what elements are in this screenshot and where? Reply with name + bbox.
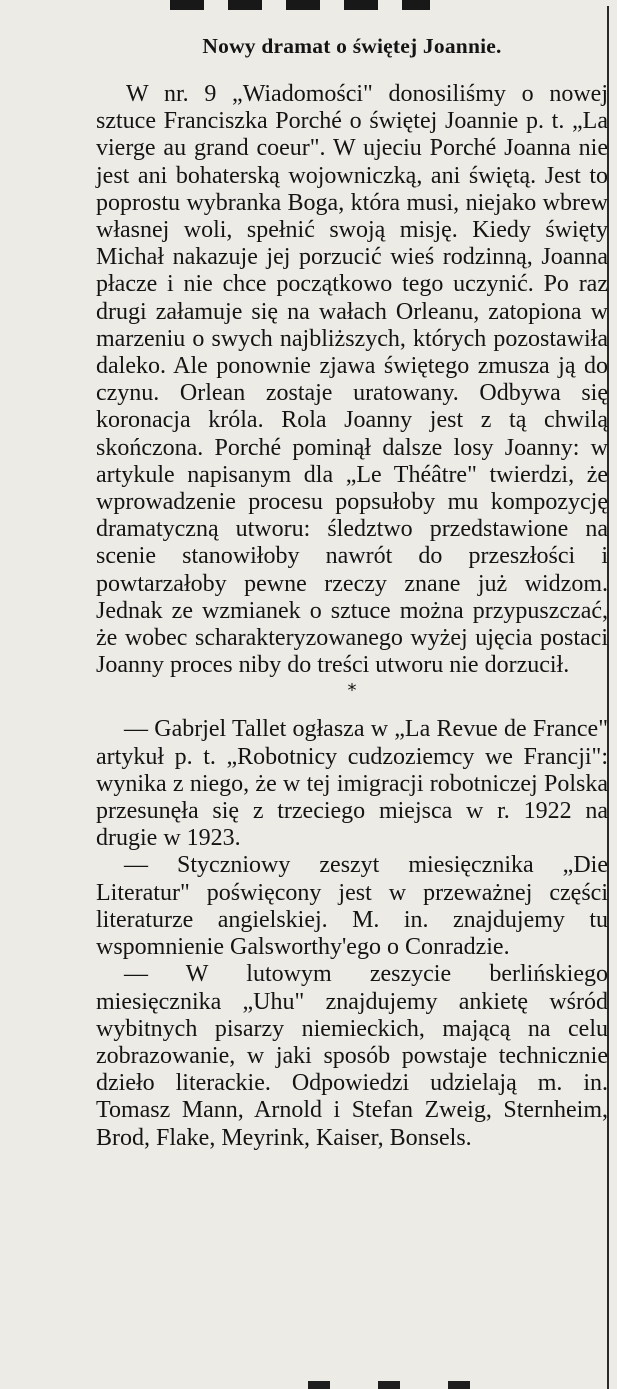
news-note: — Gabrjel Tallet ogłasza w „La Revue de France" artykuł p. t. „Robotnicy cudzoziemcy we Francji": wynika z niego, że w tej imigracji robotniczej Polska przesunęła się z trzeciego miejsca w r. 1922 na drugie w 1923. (96, 716, 608, 852)
cropped-text-remnant (308, 1381, 508, 1389)
article-column (96, 34, 608, 1152)
article-title: Nowy dramat o świętej Joannie. (202, 34, 502, 58)
section-separator: * (347, 680, 357, 702)
news-notes (96, 716, 608, 1151)
article-body: W nr. 9 „Wiadomości" donosiliśmy o nowej sztuce Franciszka Porché o świętej Joannie p. t. „La vierge au grand coeur". W ujeciu Porché Joanna nie jest ani bohaterską wojowniczką, ani świętą. Jest to poprostu wybranka Boga, która musi, niejako wbrew własnej woli, spełnić swoją misję. Kiedy święty Michał nakazuje jej porzucić wieś rodzinną, Joanna płacze i nie chce początkowo tego uczynić. Po raz drugi załamuje się na wałach Orleanu, zatopiona w marzeniu o swych najbliższych, których pozostawiła daleko. Ale ponownie zjawa świętego zmusza ją do czynu. Orlean zostaje uratowany. Odbywa się koronacja króla. Rola Joanny jest z tą chwilą skończona. Porché pominął dalsze losy Joanny: w artykule napisanym dla „Le Théâtre" twierdzi, że wprowadzenie procesu popsułoby mu kompozycję dramatyczną utworu: śledztwo przedstawione na scenie stanowiłoby nawrót do przeszłości i powtarzałoby pewne rzeczy znane już widzom. Jednak ze wzmianek o sztuce można przypuszczać, że wobec scharakteryzowanego wyżej ujęcia postaci Joanny proces niby do treści utworu nie dorzucił. (96, 81, 608, 679)
news-note: — Styczniowy zeszyt miesięcznika „Die Literatur" poświęcony jest w przeważnej części literaturze angielskiej. M. in. znajdujemy tu wspomnienie Galsworthy'ego o Conradzie. (96, 852, 608, 961)
cropped-heading-remnant (170, 0, 430, 10)
news-note: — W lutowym zeszycie berlińskiego miesięcznika „Uhu" znajdujemy ankietę wśród wybitnych pisarzy niemieckich, mającą na celu zobrazowanie, w jaki sposób powstaje technicznie dzieło literackie. Odpowiedzi udzielają m. in. Tomasz Mann, Arnold i Stefan Zweig, Sternheim, Brod, Flake, Meyrink, Kaiser, Bonsels. (96, 961, 608, 1151)
